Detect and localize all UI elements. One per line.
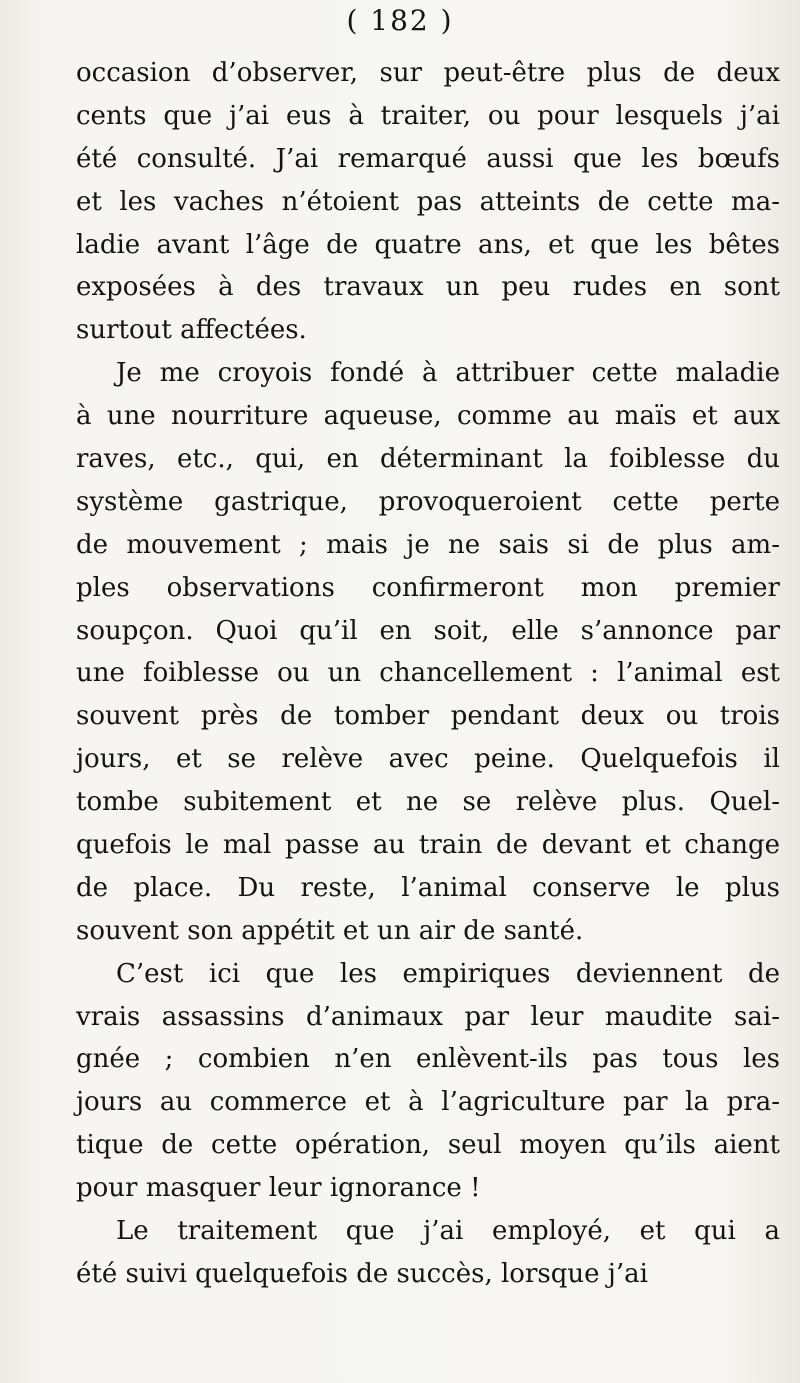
- text-line: pour masquer leur ignorance !: [76, 1173, 481, 1204]
- text-line: exposées à des travaux un peu rudes en sont: [76, 272, 780, 303]
- text-line: occasion d’observer, sur peut-être plus de deux: [76, 58, 780, 88]
- paragraph: [76, 352, 780, 952]
- text-line: ladie avant l’âge de quatre ans, et que les bêtes: [76, 229, 780, 260]
- text-line: vrais assassins d’animaux par leur maudite sai-: [76, 1001, 780, 1032]
- paragraph: [76, 1210, 780, 1296]
- text-line: souvent près de tomber pendant deux ou trois: [76, 701, 780, 732]
- text-line: de place. Du reste, l’animal conserve le plus: [76, 872, 780, 903]
- text-line: Je me croyois fondé à attribuer cette maladie: [116, 358, 780, 389]
- text-line: une foiblesse ou un chancellement : l’animal est: [76, 658, 780, 689]
- text-line: surtout affectées.: [76, 315, 307, 346]
- paragraph: [76, 953, 780, 1210]
- text-line: raves, etc., qui, en déterminant la foiblesse du: [76, 444, 780, 475]
- text-line: à une nourriture aqueuse, comme au maïs et aux: [76, 401, 780, 432]
- text-line: C’est ici que les empiriques deviennent de: [116, 958, 780, 989]
- text-line: tombe subitement et ne se relève plus. Quel-: [76, 787, 780, 818]
- text-line: de mouvement ; mais je ne sais si de plus am-: [76, 529, 780, 560]
- text-line: souvent son appétit et un air de santé.: [76, 915, 584, 946]
- text-line: jours, et se relève avec peine. Quelquefois il: [76, 744, 780, 775]
- text-line: été consulté. J’ai remarqué aussi que les bœufs: [76, 143, 780, 174]
- text-line: été suivi quelquefois de succès, lorsque j’ai: [76, 1258, 648, 1289]
- text-line: ples observations confirmeront mon premier: [76, 572, 780, 603]
- text-line: quefois le mal passe au train de devant et change: [76, 830, 780, 861]
- text-line: système gastrique, provoqueroient cette perte: [76, 486, 780, 517]
- text-line: Le traitement que j’ai employé, et qui a: [116, 1216, 780, 1247]
- text-line: cents que j’ai eus à traiter, ou pour lesquels j’ai: [76, 100, 780, 131]
- text-line: tique de cette opération, seul moyen qu’ils aient: [76, 1130, 780, 1161]
- paragraph: [76, 52, 780, 352]
- text-line: soupçon. Quoi qu’il en soit, elle s’annonce par: [76, 615, 780, 646]
- text-line: gnée ; combien n’en enlèvent-ils pas tous les: [76, 1044, 780, 1075]
- text-line: jours au commerce et à l’agriculture par la pra-: [76, 1087, 780, 1118]
- page-number: ( 182 ): [346, 4, 454, 37]
- text-line: et les vaches n’étoient pas atteints de cette ma-: [76, 186, 780, 217]
- body-text: [76, 52, 780, 1296]
